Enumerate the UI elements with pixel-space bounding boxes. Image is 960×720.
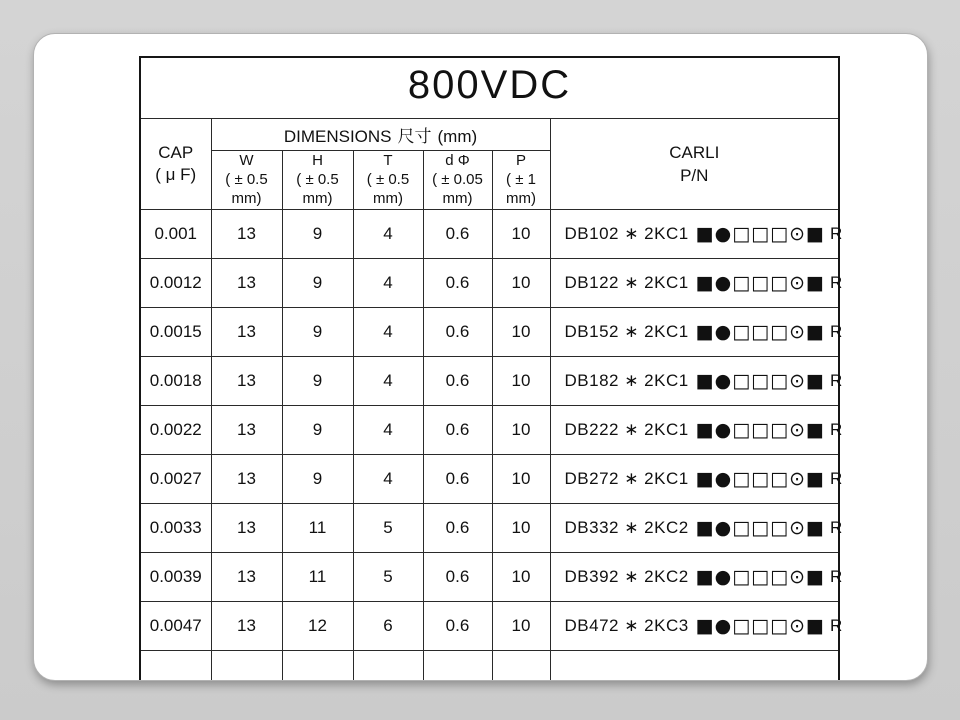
t-cell: 5 (353, 552, 423, 601)
h-cell: 11 (282, 503, 353, 552)
w-cell: 13 (211, 405, 282, 454)
cap-column-header (140, 118, 211, 209)
d-cell: 0.6 (423, 552, 492, 601)
capacitor-spec-table (139, 56, 843, 681)
pn-code: DB152 ∗ 2KC1 (564, 321, 689, 341)
p-cell: 10 (492, 601, 550, 650)
table-title: 800VDC (140, 57, 839, 118)
cap-cell: 0.0039 (140, 552, 211, 601)
cap-cell: 0.0012 (140, 258, 211, 307)
slide-card (33, 33, 928, 681)
table-row (140, 209, 839, 258)
pn-code: DB122 ∗ 2KC1 (564, 272, 689, 292)
dimensions-label-cjk: 尺寸 (397, 126, 432, 146)
d-cell: 0.6 (423, 405, 492, 454)
cap-cell: 0.001 (140, 209, 211, 258)
table-row (140, 356, 839, 405)
pn-code: DB472 ∗ 2KC3 (564, 615, 689, 635)
pn-cell (550, 405, 843, 454)
pn-code: DB102 ∗ 2KC1 (564, 223, 689, 243)
d-cell: 0.6 (423, 503, 492, 552)
cap-cell: 0.0018 (140, 356, 211, 405)
table-row (140, 601, 839, 650)
cap-cell: 0.0047 (140, 601, 211, 650)
pn-code: DB182 ∗ 2KC1 (564, 370, 689, 390)
col-header-p: P ( ± 1 mm) (492, 150, 550, 209)
pn-suffix: R (829, 615, 843, 635)
carli-pn-header (550, 118, 839, 209)
h-cell: 9 (282, 405, 353, 454)
pn-option-marks: ■●□□□⊙■ (695, 320, 825, 343)
table-body (140, 209, 843, 681)
w-cell: 13 (211, 209, 282, 258)
d-cell: 0.6 (423, 356, 492, 405)
cap-cell: 0.0027 (140, 454, 211, 503)
h-cell: 9 (282, 356, 353, 405)
pn-cell (550, 552, 843, 601)
pn-option-marks: ■●□□□⊙■ (695, 418, 825, 441)
h-cell: 9 (282, 209, 353, 258)
w-cell: 13 (211, 552, 282, 601)
pn-option-marks: ■●□□□⊙■ (695, 467, 825, 490)
t-cell: 4 (353, 307, 423, 356)
w-cell: 13 (211, 503, 282, 552)
h-cell: 9 (282, 307, 353, 356)
title-row (140, 57, 839, 118)
pn-option-marks: ■●□□□⊙■ (695, 222, 825, 245)
carli-label: CARLI (669, 142, 720, 162)
pn-cell (550, 601, 843, 650)
cap-cell: 0.0033 (140, 503, 211, 552)
t-cell: 6 (353, 601, 423, 650)
cap-cell: 0.0022 (140, 405, 211, 454)
t-cell: 5 (353, 503, 423, 552)
w-cell: 13 (211, 454, 282, 503)
h-cell: 9 (282, 258, 353, 307)
p-cell: 10 (492, 356, 550, 405)
col-header-d-phi: d Φ ( ± 0.05 mm) (423, 150, 492, 209)
pn-suffix: R (829, 321, 843, 341)
h-cell: 12 (282, 601, 353, 650)
h-cell: 9 (282, 454, 353, 503)
pn-suffix: R (829, 223, 843, 243)
table-row (140, 503, 839, 552)
pn-option-marks: ■●□□□⊙■ (695, 271, 825, 294)
pn-option-marks: ■●□□□⊙■ (695, 516, 825, 539)
p-cell: 10 (492, 454, 550, 503)
header-row-top (140, 118, 839, 150)
cap-cell: 0.0015 (140, 307, 211, 356)
pn-suffix: R (829, 566, 843, 586)
h-cell: 11 (282, 552, 353, 601)
w-cell: 13 (211, 601, 282, 650)
dimensions-label-unit: (mm) (437, 126, 478, 146)
t-cell: 4 (353, 258, 423, 307)
pn-option-marks: ■●□□□⊙■ (695, 614, 825, 637)
d-cell: 0.6 (423, 307, 492, 356)
w-cell: 13 (211, 307, 282, 356)
pn-cell (550, 209, 843, 258)
pn-code: DB272 ∗ 2KC1 (564, 468, 689, 488)
pn-suffix: R (829, 468, 843, 488)
t-cell: 4 (353, 454, 423, 503)
d-cell: 0.6 (423, 601, 492, 650)
col-header-t: T ( ± 0.5 mm) (353, 150, 423, 209)
dimensions-label-en: DIMENSIONS (283, 126, 392, 146)
dimensions-header (211, 118, 550, 150)
pn-cell (550, 503, 843, 552)
pn-cell (550, 356, 843, 405)
pn-suffix: R (829, 272, 843, 292)
t-cell: 4 (353, 209, 423, 258)
pn-label: P/N (680, 165, 709, 185)
w-cell: 13 (211, 258, 282, 307)
table-row (140, 258, 839, 307)
pn-code: DB332 ∗ 2KC2 (564, 517, 689, 537)
table-row (140, 552, 839, 601)
p-cell: 10 (492, 307, 550, 356)
col-header-w: W ( ± 0.5 mm) (211, 150, 282, 209)
pn-cell (550, 454, 843, 503)
d-cell: 0.6 (423, 454, 492, 503)
table-row (140, 307, 839, 356)
p-cell: 10 (492, 209, 550, 258)
pn-suffix: R (829, 517, 843, 537)
clipped-partial-row (140, 650, 839, 681)
pn-cell (550, 307, 843, 356)
d-cell: 0.6 (423, 209, 492, 258)
w-cell: 13 (211, 356, 282, 405)
pn-option-marks: ■●□□□⊙■ (695, 369, 825, 392)
pn-suffix: R (829, 370, 843, 390)
table-row (140, 454, 839, 503)
p-cell: 10 (492, 405, 550, 454)
t-cell: 4 (353, 405, 423, 454)
col-header-h: H ( ± 0.5 mm) (282, 150, 353, 209)
table-row (140, 405, 839, 454)
d-cell: 0.6 (423, 258, 492, 307)
p-cell: 10 (492, 258, 550, 307)
pn-code: DB392 ∗ 2KC2 (564, 566, 689, 586)
pn-code: DB222 ∗ 2KC1 (564, 419, 689, 439)
pn-option-marks: ■●□□□⊙■ (695, 565, 825, 588)
cap-unit: ( μ F) (155, 164, 197, 184)
p-cell: 10 (492, 552, 550, 601)
pn-suffix: R (829, 419, 843, 439)
pn-cell (550, 258, 843, 307)
cap-label: CAP (158, 142, 194, 162)
p-cell: 10 (492, 503, 550, 552)
t-cell: 4 (353, 356, 423, 405)
